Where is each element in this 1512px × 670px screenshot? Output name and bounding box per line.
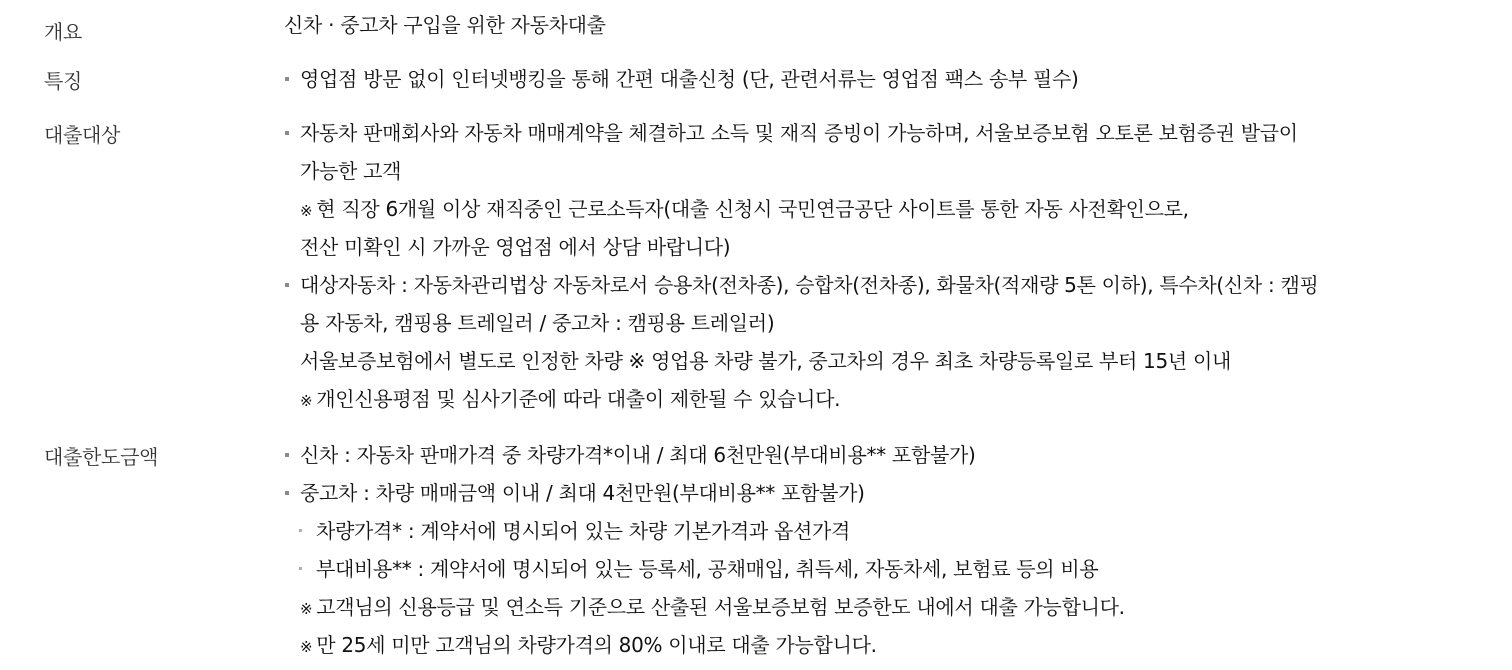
note-mark: ※ — [300, 638, 313, 656]
limit-note-2 — [284, 626, 1484, 664]
overview-text: 신차 · 중고차 구입을 위한 자동차대출 — [284, 13, 606, 37]
row-label-limit: 대출한도금액 — [44, 445, 159, 469]
target-bullet-1-line-2: 가능한 고객 — [300, 159, 402, 183]
limit-bullet-used-car: 중고차 : 차량 매매금액 이내 / 최대 4천만원(부대비용** 포함불가) — [284, 474, 1484, 512]
target-bullet-1-line-1: 자동차 판매회사와 자동차 매매계약을 체결하고 소득 및 재직 증빙이 가능하며, 서울보증보험 오토론 보험증권 발급이 — [284, 114, 1484, 152]
target-note-1-text: 현 직장 6개월 이상 재직중인 근로소득자(대출 신청시 국민연금공단 사이트를 통한 자동 사전확인으로, — [316, 197, 1189, 221]
target-bullet-2-line-2: 용 자동차, 캠핑용 트레일러 / 중고차 : 캠핑용 트레일러) — [300, 311, 775, 335]
target-bullet-2-line-3: 서울보증보험에서 별도로 인정한 차량 ※ 영업용 차량 불가, 중고차의 경우 최초 차량등록일로 부터 15년 이내 — [300, 349, 1232, 373]
row-content-limit — [284, 436, 1484, 664]
row-label-features: 특징 — [44, 69, 83, 93]
note-mark: ※ — [300, 600, 313, 618]
target-note-1-line-2: 전산 미확인 시 가까운 영업점 에서 상담 바랍니다) — [300, 235, 731, 259]
row-label-target: 대출대상 — [44, 123, 121, 147]
row-content-features — [284, 60, 1484, 98]
features-bullet: 영업점 방문 없이 인터넷뱅킹을 통해 간편 대출신청 (단, 관련서류는 영업점 팩스 송부 필수) — [284, 60, 1484, 98]
limit-note-1-text: 고객님의 신용등급 및 연소득 기준으로 산출된 서울보증보험 보증한도 내에서 대출 가능합니다. — [316, 595, 1125, 619]
row-content-overview — [284, 6, 1484, 44]
row-content-target — [284, 114, 1484, 418]
target-note-1-line-1 — [284, 190, 1484, 228]
limit-sub-vehicle-price: 차량가격* : 계약서에 명시되어 있는 차량 기본가격과 옵션가격 — [284, 512, 1484, 550]
row-label-overview: 개요 — [44, 20, 83, 44]
limit-bullet-new-car: 신차 : 자동차 판매가격 중 차량가격*이내 / 최대 6천만원(부대비용** 포함불가) — [284, 436, 1484, 474]
limit-note-2-text: 만 25세 미만 고객님의 차량가격의 80% 이내로 대출 가능합니다. — [316, 633, 877, 657]
target-note-2-text: 개인신용평점 및 심사기준에 따라 대출이 제한될 수 있습니다. — [316, 387, 841, 411]
limit-note-1 — [284, 588, 1484, 626]
limit-sub-additional-cost: 부대비용** : 계약서에 명시되어 있는 등록세, 공채매입, 취득세, 자동차세, 보험료 등의 비용 — [284, 550, 1484, 588]
target-bullet-2-line-1: 대상자동차 : 자동차관리법상 자동차로서 승용차(전차종), 승합차(전차종), 화물차(적재량 5톤 이하), 특수차(신차 : 캠핑 — [284, 266, 1484, 304]
target-note-2 — [284, 380, 1484, 418]
note-mark: ※ — [300, 202, 313, 220]
note-mark: ※ — [300, 392, 313, 410]
